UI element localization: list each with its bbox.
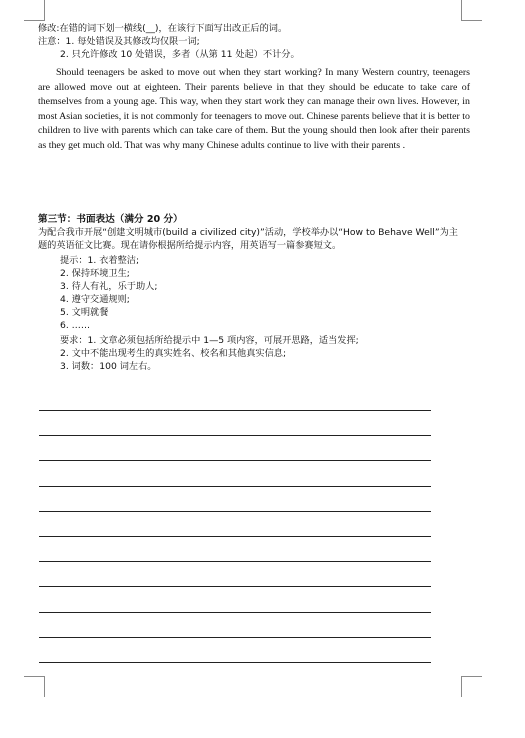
passage-text: Should teenagers be asked to move out when they start working? In many Western country, teenagers are allowed move out at eighteen. Their parents believe in that they should be educate to take care of themselves from a young age. This way, when they start work they can manage their own lives. However, in most Asian societies, it is not commonly for teenagers to move out. Chinese parents believe that it is better to children to live with parents which can take care of them. But the young should then look after their parents as they get much old. That was why many Chinese adults continue to live with their parents . (38, 67, 470, 151)
section3-intro-line-1: 为配合我市开展“创建文明城市(build a civilized city)”活动，学校举办以“How to Behave Well”为主 (38, 227, 458, 238)
section3-intro-line-2: 题的英语征文比赛。现在请你根据所给提示内容，用英语写一篇参赛短文。 (38, 240, 342, 251)
error-correction-instructions (38, 22, 470, 61)
writing-line[interactable] (39, 486, 431, 487)
hint-item: 2. 保持环境卫生; (60, 268, 130, 279)
writing-section (38, 213, 470, 373)
writing-line[interactable] (39, 637, 431, 638)
hint-item: 提示：1. 衣着整洁; (60, 255, 140, 266)
writing-line[interactable] (39, 612, 431, 613)
writing-line[interactable] (39, 511, 431, 512)
writing-line[interactable] (39, 561, 431, 562)
writing-line[interactable] (39, 460, 431, 461)
crop-mark-bottom-right (461, 676, 482, 697)
section3-heading: 第三节：书面表达（满分 20 分） (38, 214, 183, 225)
writing-line[interactable] (39, 586, 431, 587)
writing-line[interactable] (39, 410, 431, 411)
writing-line[interactable] (39, 536, 431, 537)
requirement-item: 3. 词数：100 词左右。 (60, 361, 157, 372)
requirement-item: 要求：1. 文章必须包括所给提示中 1—5 项内容，可展开思路，适当发挥; (60, 335, 359, 346)
hint-item: 4. 遵守交通规则; (60, 294, 130, 305)
hint-item: 3. 待人有礼，乐于助人; (60, 281, 158, 292)
instruction-line-2: 注意：1. 每处错误及其修改均仅限一词; (38, 36, 200, 47)
instruction-line-1: 修改:在错的词下划一横线(__)，在该行下面写出改正后的词。 (38, 23, 288, 34)
hint-item: 5. 文明就餐 (60, 307, 109, 318)
hint-item: 6. …… (60, 320, 91, 331)
correction-passage (38, 66, 470, 154)
crop-mark-top-left (24, 0, 45, 21)
instruction-line-3: 2. 只允许修改 10 处错误，多者（从第 11 处起）不计分。 (60, 49, 300, 60)
answer-writing-lines (39, 410, 431, 687)
requirement-item: 2. 文中不能出现考生的真实姓名、校名和其他真实信息; (60, 348, 287, 359)
hints-list (38, 254, 470, 373)
writing-line[interactable] (39, 435, 431, 436)
writing-line[interactable] (39, 662, 431, 663)
crop-mark-top-right (461, 0, 482, 21)
